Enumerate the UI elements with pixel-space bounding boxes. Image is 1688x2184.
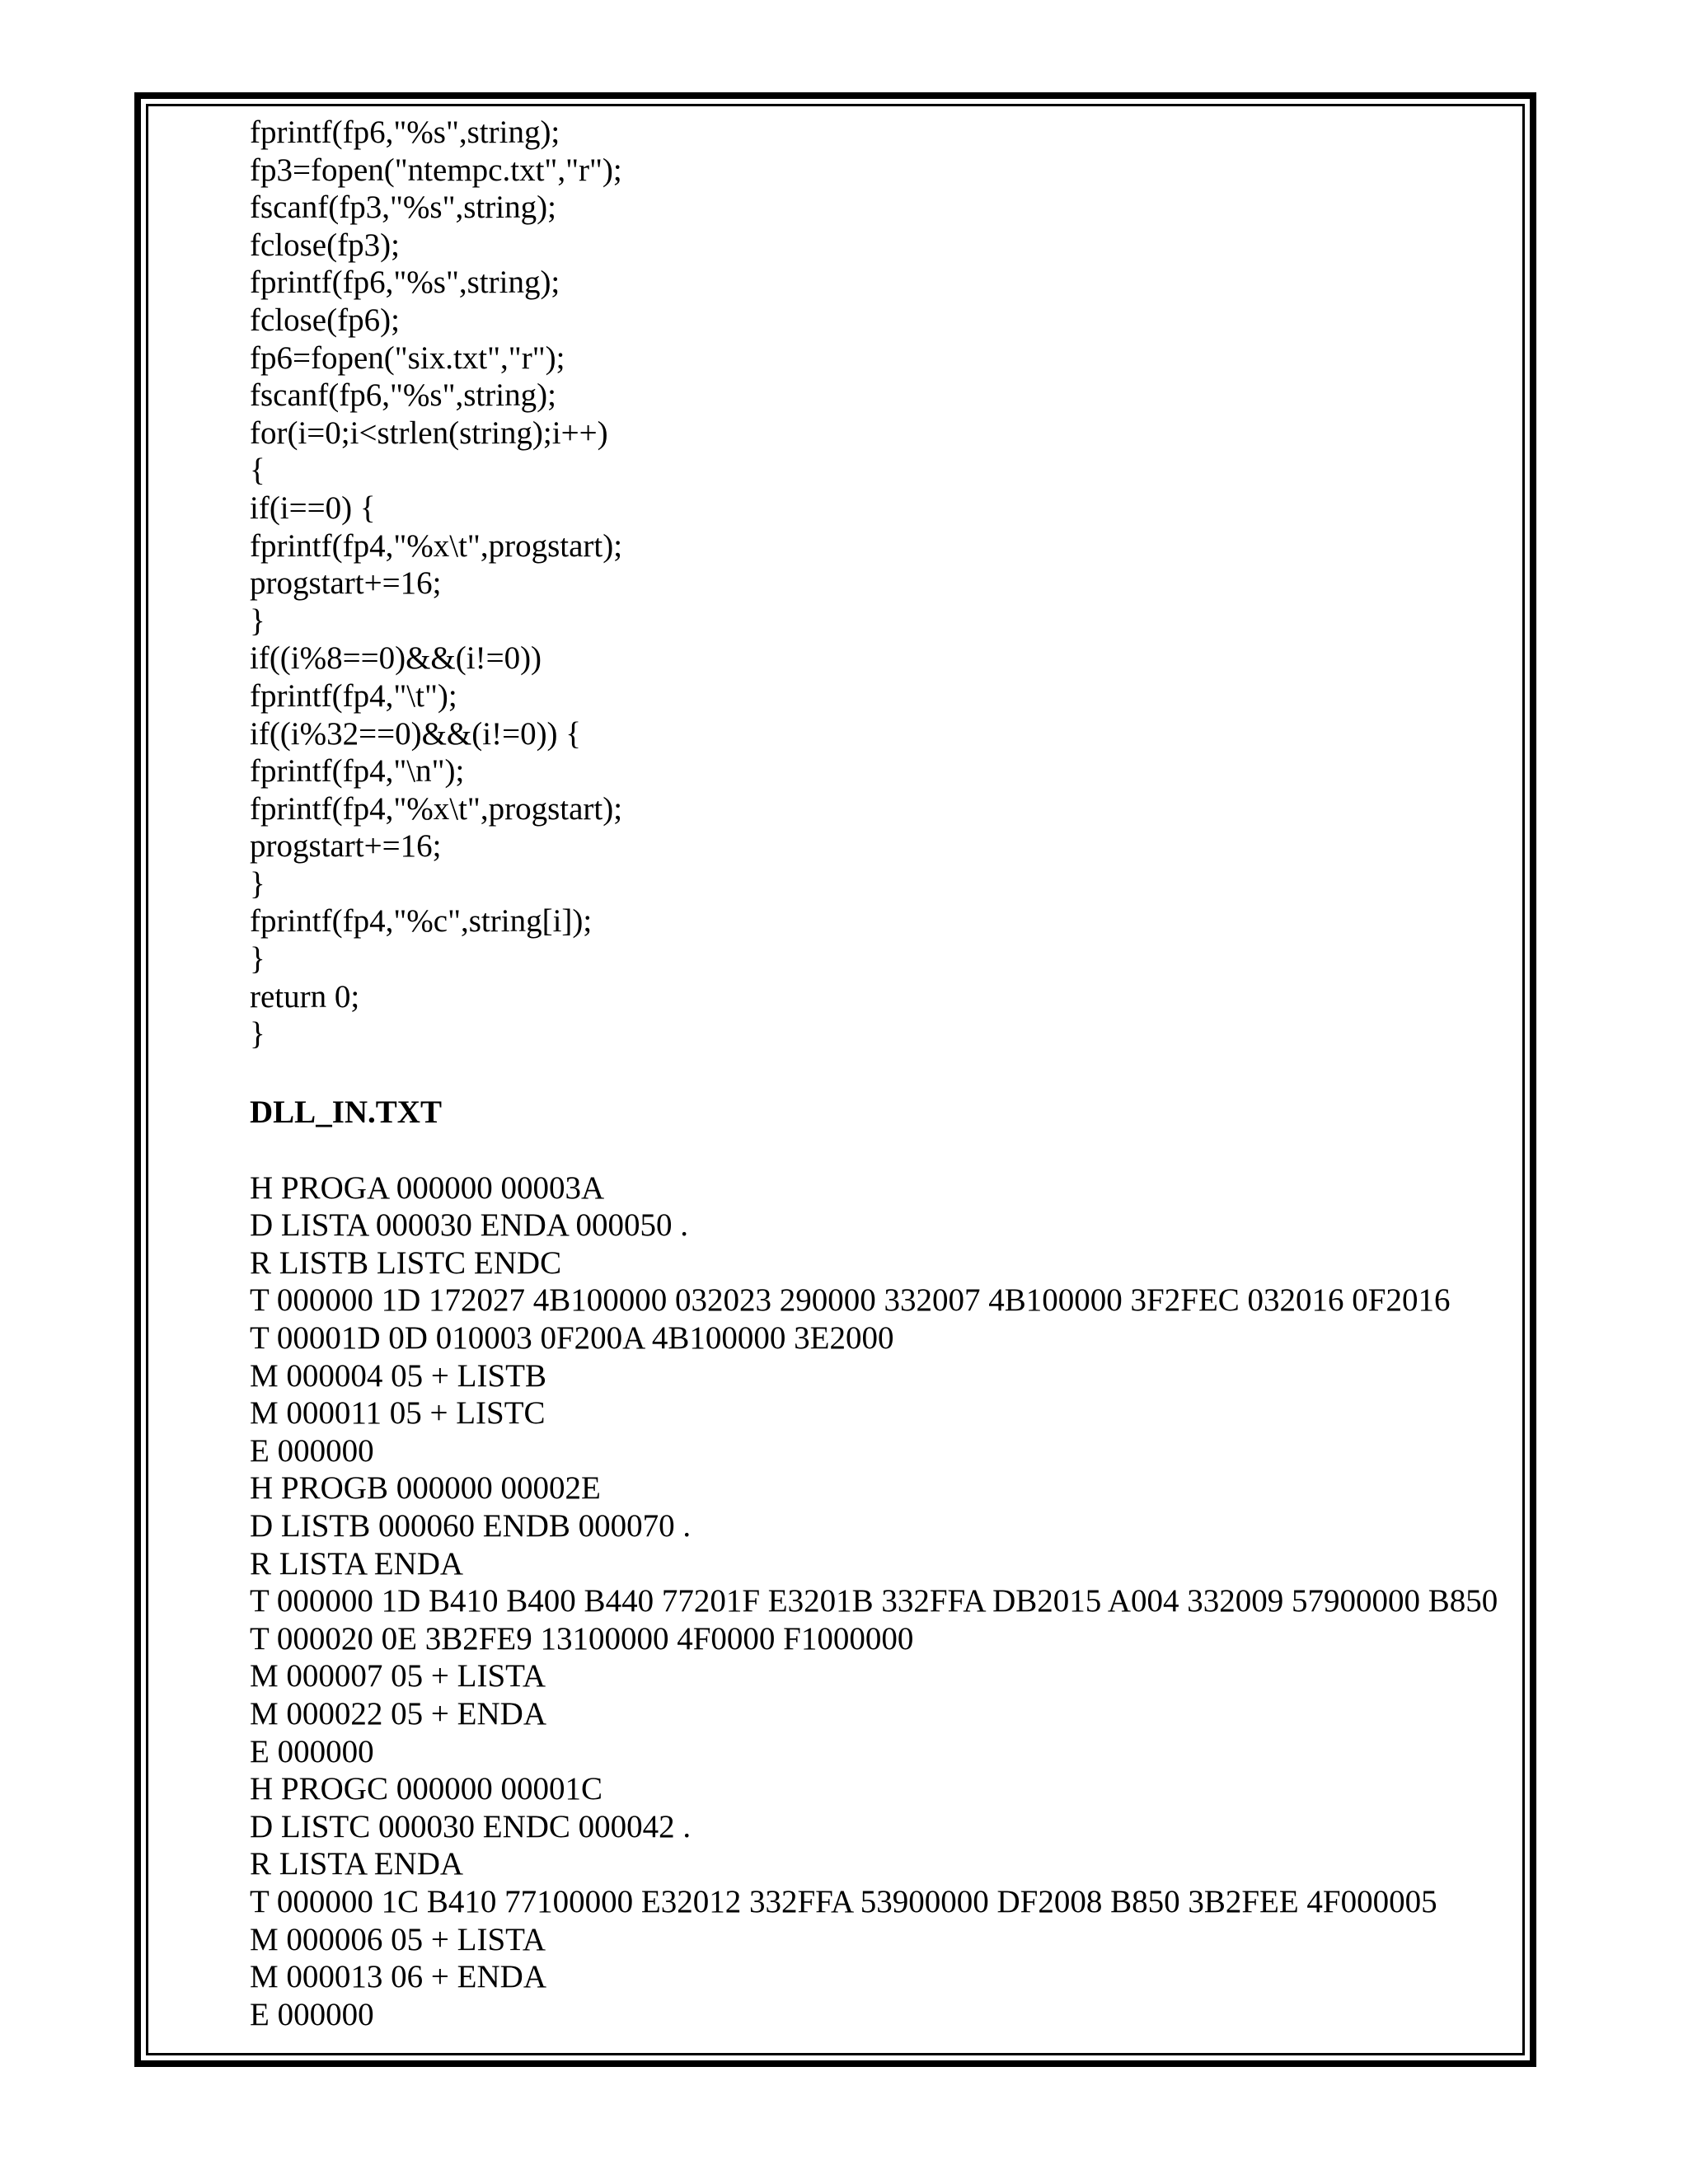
file-line: D LISTC 000030 ENDC 000042 . [250,1808,692,1844]
code-line: fclose(fp3); [250,227,400,263]
code-line: } [250,865,265,902]
code-line: fp3=fopen("ntempc.txt","r"); [250,152,622,188]
code-line: return 0; [250,978,360,1015]
code-line: fprintf(fp4,"%c",string[i]); [250,903,593,940]
code-line: fclose(fp6); [250,302,400,338]
code-listing [250,114,1519,1053]
file-line: T 000000 1C B410 77100000 E32012 332FFA 53900000 DF2008 B850 3B2FEE 4F000005 [250,1883,1437,1919]
code-line: fprintf(fp4,"\t"); [250,677,457,714]
spacer [250,1053,1519,1091]
code-line: fscanf(fp6,"%s",string); [250,377,556,414]
file-line: M 000011 05 + LISTC [250,1395,546,1432]
file-line: E 000000 [250,1996,374,2032]
file-listing [250,1169,1519,2034]
code-line: fscanf(fp3,"%s",string); [250,190,556,226]
code-line: } [250,602,265,639]
code-line: } [250,1016,265,1052]
file-line: H PROGA 000000 00003A [250,1169,605,1206]
code-line: for(i=0;i<strlen(string);i++) [250,415,608,451]
file-line: T 000000 1D B410 B400 B440 77201F E3201B 332FFA DB2015 A004 332009 57900000 B850 [250,1583,1498,1619]
code-line: if((i%8==0)&&(i!=0)) [250,640,542,677]
code-line: fprintf(fp4,"%x\t",progstart); [250,527,623,564]
code-line: if((i%32==0)&&(i!=0)) { [250,715,582,752]
section-heading: DLL_IN.TXT [250,1094,442,1131]
file-line: D LISTA 000030 ENDA 000050 . [250,1207,689,1244]
file-line: M 000013 06 + ENDA [250,1959,546,1995]
file-line: R LISTB LISTC ENDC [250,1244,562,1281]
file-line: H PROGB 000000 00002E [250,1470,601,1507]
code-line: progstart+=16; [250,828,442,865]
page-content [250,114,1519,2033]
spacer [250,1132,1519,1169]
file-line: E 000000 [250,1733,374,1769]
code-line: fprintf(fp4,"%x\t",progstart); [250,790,623,827]
file-line: T 000020 0E 3B2FE9 13100000 4F0000 F1000000 [250,1620,914,1657]
code-line: if(i==0) { [250,490,376,526]
file-line: R LISTA ENDA [250,1545,464,1582]
file-line: E 000000 [250,1432,374,1469]
file-line: M 000007 05 + LISTA [250,1658,546,1694]
code-line: fprintf(fp4,"\n"); [250,753,465,790]
code-line: fprintf(fp6,"%s",string); [250,115,560,150]
file-line: M 000022 05 + ENDA [250,1695,546,1732]
code-line: { [250,452,265,489]
file-line: R LISTA ENDA [250,1846,464,1882]
file-line: H PROGC 000000 00001C [250,1771,603,1807]
file-line: D LISTB 000060 ENDB 000070 . [250,1507,692,1544]
code-line: fp6=fopen("six.txt","r"); [250,340,565,376]
file-line: T 000000 1D 172027 4B100000 032023 290000 332007 4B100000 3F2FEC 032016 0F2016 [250,1282,1451,1319]
code-line: } [250,941,265,977]
code-line: progstart+=16; [250,565,442,602]
code-line: fprintf(fp6,"%s",string); [250,265,560,301]
file-line: M 000006 05 + LISTA [250,1921,546,1957]
file-line: T 00001D 0D 010003 0F200A 4B100000 3E2000 [250,1320,894,1356]
file-line: M 000004 05 + LISTB [250,1357,547,1394]
